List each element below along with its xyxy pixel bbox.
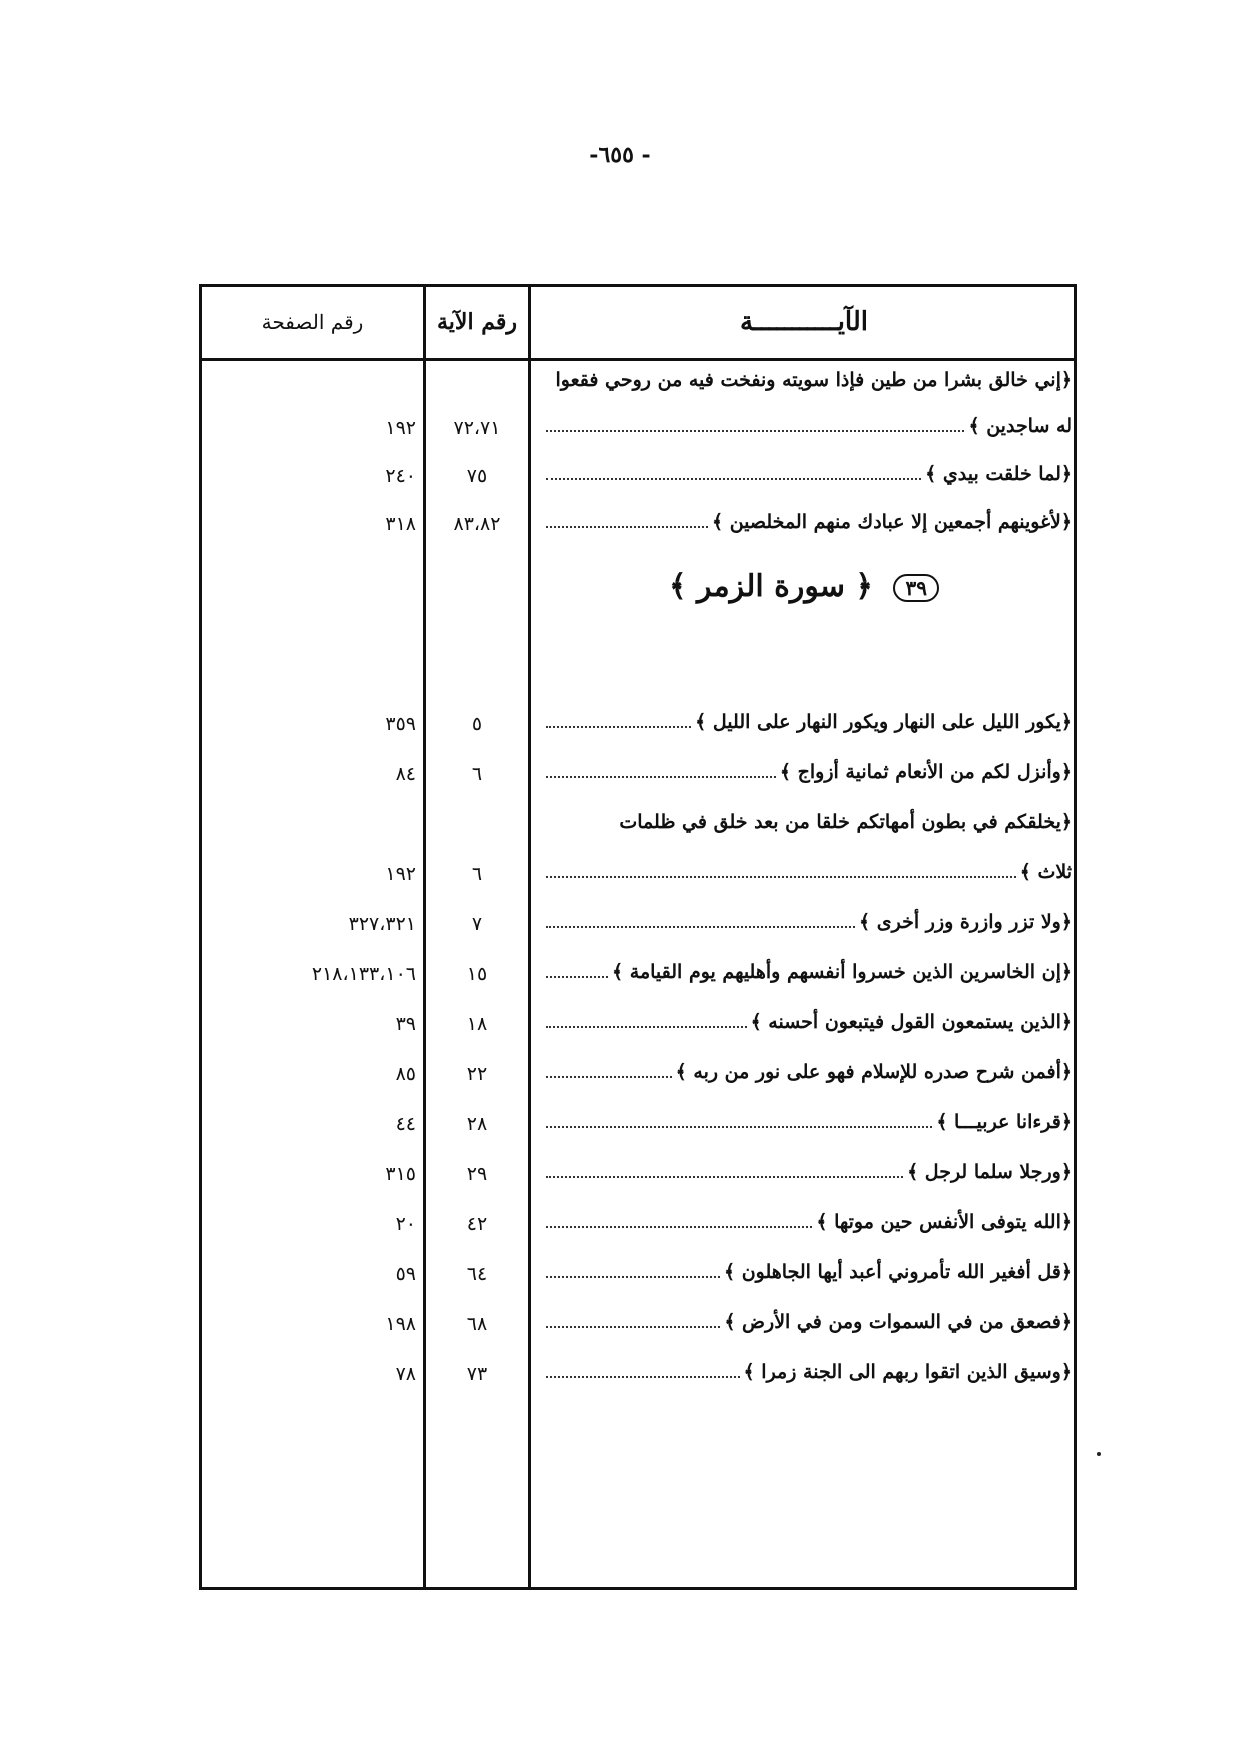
row-verse: ١٥ (466, 963, 488, 985)
row-page: ٤٤ (395, 1113, 416, 1135)
row-page: ١٩٢ (385, 417, 416, 439)
surah-title: ﴿ سورة الزمر ﴾ (669, 569, 874, 604)
row-ayah-text: ثلاث ﴾ (1019, 861, 1072, 883)
table-row (202, 361, 1074, 409)
row-ayah (542, 1361, 1072, 1383)
leader-dots (546, 1062, 672, 1078)
row-page: ٣٢٧،٣٢١ (348, 913, 416, 935)
row-verse: ٧٢،٧١ (453, 417, 501, 439)
row-verse: ٨٣،٨٢ (453, 513, 501, 535)
row-verse: ٦ (471, 863, 483, 885)
row-verse: ٢٩ (466, 1163, 488, 1185)
row-ayah (542, 1261, 1072, 1283)
table-row (202, 903, 1074, 951)
leader-dots (546, 712, 691, 728)
row-page: ٣٥٩ (385, 713, 416, 735)
row-page: ٢٤٠ (385, 465, 416, 487)
header-verse-number: رقم الآية (436, 309, 518, 335)
table-row (202, 953, 1074, 1001)
row-verse: ٧ (471, 913, 483, 935)
verse-index-table (199, 284, 1077, 1590)
row-page: ٨٥ (395, 1063, 416, 1085)
row-verse: ٥ (471, 713, 483, 735)
page-number: - ٦٥٥- (589, 142, 651, 168)
row-ayah-text: ﴿الله يتوفى الأنفس حين موتها ﴾ (816, 1211, 1072, 1233)
table-row (202, 703, 1074, 751)
surah-heading (531, 569, 1077, 604)
row-page: ١٩٨ (385, 1313, 416, 1335)
row-ayah-text: ﴿وسيق الذين اتقوا ربهم الى الجنة زمرا ﴾ (743, 1361, 1072, 1383)
row-ayah-text: له ساجدين ﴾ (968, 415, 1072, 437)
row-ayah-text: ﴿لأغوينهم أجمعين إلا عبادك منهم المخلصين ﴾ (711, 511, 1072, 533)
row-ayah (542, 1161, 1072, 1183)
leader-dots (546, 862, 1016, 878)
row-ayah-text: ﴿قرءانا عربيـــا ﴾ (936, 1111, 1072, 1133)
row-ayah-text: ﴿لما خلقت بيدي ﴾ (925, 463, 1072, 485)
table-row (202, 1053, 1074, 1101)
leader-dots (546, 962, 608, 978)
row-page: ٢١٨،١٣٣،١٠٦ (311, 963, 416, 985)
row-page: ١٩٢ (385, 863, 416, 885)
row-ayah (542, 1061, 1072, 1083)
table-row (202, 803, 1074, 851)
leader-dots (546, 1312, 720, 1328)
row-page: ٨٤ (395, 763, 416, 785)
row-ayah (542, 911, 1072, 933)
row-verse: ٤٢ (466, 1213, 488, 1235)
row-ayah-text: ﴿فصعق من في السموات ومن في الأرض ﴾ (724, 1311, 1072, 1333)
row-verse: ٢٢ (466, 1063, 488, 1085)
row-ayah (542, 811, 1072, 833)
surah-number-badge: ٣٩ (893, 574, 938, 602)
row-ayah (542, 861, 1072, 883)
row-ayah (542, 1211, 1072, 1233)
leader-dots (546, 762, 776, 778)
table-row (202, 1153, 1074, 1201)
header-ayah: الآيـــــــــــة (739, 307, 869, 337)
table-row (202, 1253, 1074, 1301)
leader-dots (546, 1262, 720, 1278)
row-ayah (542, 1111, 1072, 1133)
leader-dots (546, 1362, 740, 1378)
leader-dots (546, 512, 708, 528)
leader-dots (546, 1112, 932, 1128)
row-verse: ١٨ (466, 1013, 488, 1035)
leader-dots (546, 1012, 747, 1028)
table-row (202, 503, 1074, 551)
row-ayah-text: ﴿قل أفغير الله تأمروني أعبد أيها الجاهلون ﴾ (723, 1261, 1072, 1283)
table-row (202, 407, 1074, 455)
table-row (202, 455, 1074, 503)
row-ayah-text: ﴿وأنزل لكم من الأنعام ثمانية أزواج ﴾ (779, 761, 1072, 783)
row-ayah (542, 463, 1072, 485)
row-page: ٢٠ (395, 1213, 416, 1235)
table-row (202, 1003, 1074, 1051)
row-ayah-text: ﴿الذين يستمعون القول فيتبعون أحسنه ﴾ (750, 1011, 1072, 1033)
table-row (202, 1103, 1074, 1151)
leader-dots (546, 1212, 812, 1228)
row-verse: ٦٨ (466, 1313, 488, 1335)
table-row (202, 753, 1074, 801)
table-row (202, 853, 1074, 901)
row-ayah-text: ﴿إن الخاسرين الذين خسروا أنفسهم وأهليهم يوم القيامة ﴾ (612, 961, 1072, 983)
row-page: ٣١٨ (385, 513, 416, 535)
table-row (202, 1303, 1074, 1351)
row-ayah (542, 511, 1072, 533)
table-header (202, 287, 1074, 361)
row-ayah-text: ﴿أفمن شرح صدره للإسلام فهو على نور من ربه ﴾ (675, 1061, 1072, 1083)
leader-dots (546, 464, 921, 480)
row-verse: ٧٥ (466, 465, 488, 487)
table-row (202, 1353, 1074, 1401)
row-ayah (542, 369, 1072, 391)
row-ayah (542, 711, 1072, 733)
row-page: ٣٩ (395, 1013, 416, 1035)
row-ayah-text: ﴿إني خالق بشرا من طين فإذا سويته ونفخت فيه من روحي فقعوا (555, 369, 1072, 391)
row-ayah-text: ﴿يكور الليل على النهار ويكور النهار على الليل ﴾ (695, 711, 1072, 733)
header-page-number: رقم الصفحة (261, 310, 364, 334)
row-page: ٧٨ (395, 1363, 416, 1385)
row-ayah-text: ﴿ورجلا سلما لرجل ﴾ (907, 1161, 1072, 1183)
row-ayah (542, 1311, 1072, 1333)
leader-dots (546, 912, 855, 928)
leader-dots (546, 1162, 903, 1178)
row-ayah-text: ﴿ولا تزر وازرة وزر أخرى ﴾ (859, 911, 1072, 933)
row-verse: ٢٨ (466, 1113, 488, 1135)
row-verse: ٦ (471, 763, 483, 785)
row-ayah (542, 761, 1072, 783)
row-ayah (542, 961, 1072, 983)
row-verse: ٧٣ (466, 1363, 488, 1385)
scan-speck (1097, 1452, 1101, 1456)
row-ayah (542, 1011, 1072, 1033)
table-row (202, 1203, 1074, 1251)
row-verse: ٦٤ (466, 1263, 488, 1285)
leader-dots (546, 416, 964, 432)
row-page: ٣١٥ (385, 1163, 416, 1185)
row-page: ٥٩ (395, 1263, 416, 1285)
row-ayah (542, 415, 1072, 437)
row-ayah-text: ﴿يخلقكم في بطون أمهاتكم خلقا من بعد خلق في ظلمات (619, 811, 1072, 833)
